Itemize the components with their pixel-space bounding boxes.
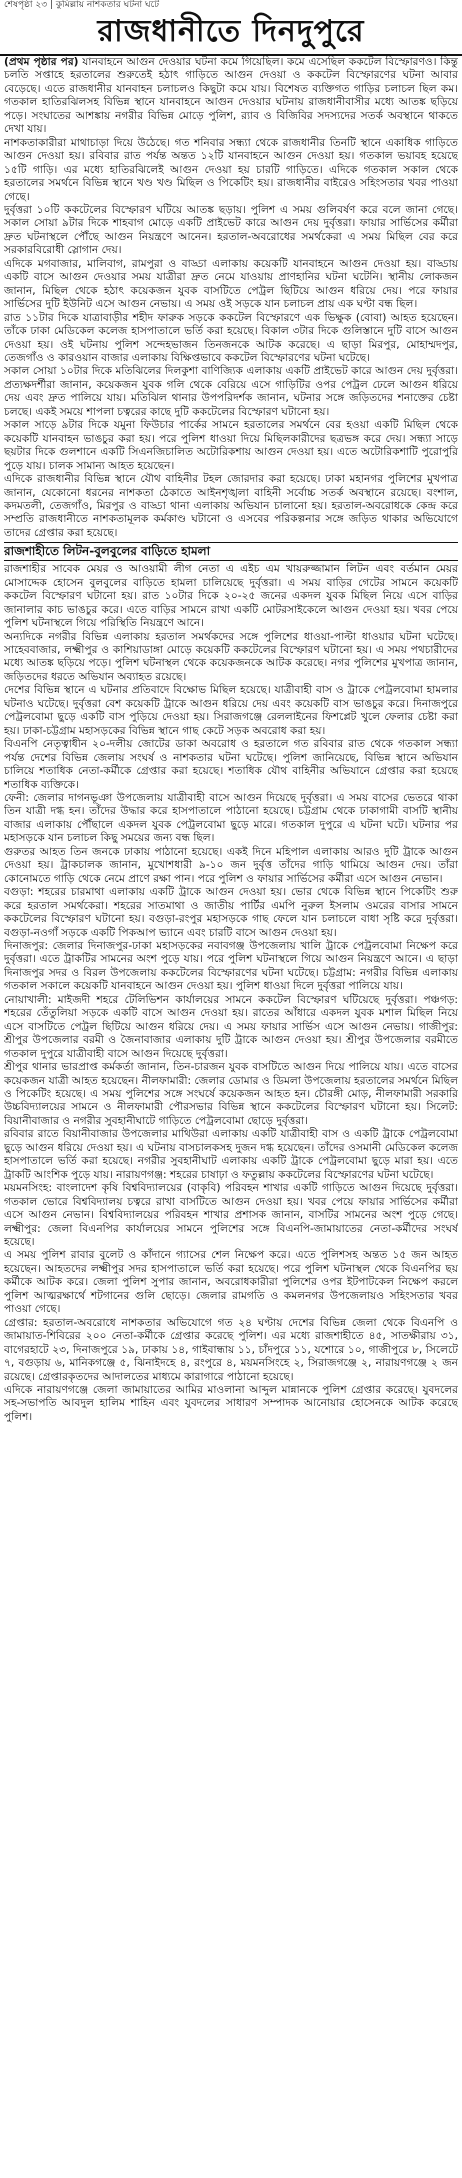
regional-paragraph: গুরুতর আহত তিন জনকে ঢাকায় পাঠানো হয়েছে। একই দিনে মহিপাল এলাকায় আরও দুটি ট্রাকে আগুন দেওয়া হয়। ট্রাকচালক জানান, মুখোশধারী ৯-১০ জন দুর্বৃত্ত তাঁদের গাড়ি থামিয়ে আগুন দেয়। তাঁরা কোনোমতে গাড়ি থেকে নেমে প্রাণে রক্ষা পান। পরে পুলিশ ও ফায়ার সার্ভিসের কর্মীরা এসে আগুন নেভান। [4, 845, 458, 885]
article-headline: রাজধানীতে দিনদুপুরে [0, 10, 462, 56]
article-paragraph: নাশকতাকারীরা মাথাচাড়া দিয়ে উঠেছে। গত শনিবার সন্ধ্যা থেকে রাজধানীর তিনটি স্থানে একাধিক গাড়িতে আগুন দেওয়া হয়। রবিবার রাত পর্যন্ত অন্তত ১২টি যানবাহনে আগুন দেওয়া হয়। গতকাল ভয়াবহ হয়েছে ১৫টি গাড়ি। এর মধ্যে হাতিরঝিলেই আগুন দেওয়া হয় চারটি গাড়িতে। এদিকে গতকাল সকাল থেকে হরতালের সমর্থনে বিভিন্ন স্থানে খণ্ড খণ্ড মিছিল ও পিকেটিং হয়। রাজধানীর বাইরেও সহিংসতার খবর পাওয়া গেছে। [4, 136, 458, 203]
rajshahi-paragraph: রাজশাহীর সাবেক মেয়র ও আওয়ামী লীগ নেতা এ এইচ এম খায়রুজ্জামান লিটন এবং বর্তমান মেয়র মোসাদ্দেক হোসেন বুলবুলের বাড়িতে হামলা চালিয়েছে দুর্বৃত্তরা। এ সময় বাড়ির গেটের সামনে কয়েকটি ককটেল বিস্ফোরণ ঘটানো হয়। রাত ১০টার দিকে ২০-২৫ জনের একদল যুবক মিছিল নিয়ে এসে বাড়ির জানালার কাচ ভাঙচুর করে। এতে বাড়ির সামনে রাখা একটি মোটরসাইকেলে আগুন দেওয়া হয়। খবর পেয়ে পুলিশ ঘটনাস্থলে গিয়ে পরিস্থিতি নিয়ন্ত্রণে আনে। [4, 563, 458, 630]
regional-paragraph: এ সময় পুলিশ রাবার বুলেট ও কাঁদানে গ্যাসের শেল নিক্ষেপ করে। এতে পুলিশসহ অন্তত ১৫ জন আহত হয়েছেন। আহতদের লক্ষ্মীপুর সদর হাসপাতালে ভর্তি করা হয়েছে। পরে পুলিশ ঘটনাস্থল থেকে বিএনপির ছয় কর্মীকে আটক করে। জেলা পুলিশ সুপার জানান, অবরোধকারীরা পুলিশের ওপর ইটপাটকেল নিক্ষেপ করলে পুলিশ আত্মরক্ষার্থে শটগানের গুলি ছোড়ে। জেলার রামগতি ও কমলনগর উপজেলায়ও সহিংসতার খবর পাওয়া গেছে। [4, 1249, 458, 1316]
article-paragraph: রাত ১১টার দিকে যাত্রাবাড়ীর শহীদ ফারুক সড়কে ককটেল বিস্ফোরণে এক ভিক্ষুক (বোবা) আহত হয়েছেন। তাঁকে ঢাকা মেডিকেল কলেজ হাসপাতালে ভর্তি করা হয়েছে। বিকাল ৩টার দিকে গুলিস্তানে দুটি বাসে আগুন দেওয়া হয়। ওই ঘটনায় পুলিশ সন্দেহভাজন তিনজনকে আটক করেছে। এ ছাড়া মিরপুর, মোহাম্মদপুর, তেজগাঁও ও কারওয়ান বাজার এলাকায় বিক্ষিপ্তভাবে ককটেল বিস্ফোরণের ঘটনা ঘটেছে। [4, 311, 458, 364]
continuation-tag: (প্রথম পৃষ্ঠার পর) [4, 56, 79, 68]
clipped-header-line: শেষপৃষ্ঠা ২৩ | কুমিল্লায় নাশকতার ঘটনা ঘটে [4, 0, 160, 10]
arrests-paragraph: গ্রেপ্তার: হরতাল-অবরোধে নাশকতার অভিযোগে গত ২৪ ঘণ্টায় দেশের বিভিন্ন জেলা থেকে বিএনপি ও জামায়াত-শিবিরের ২০০ নেতা-কর্মীকে গ্রেপ্তার করেছে পুলিশ। এর মধ্যে রাজশাহীতে ৪৫, সাতক্ষীরায় ৩১, বাগেরহাটে ২৩, দিনাজপুরে ১৯, ঢাকায় ১৪, গাইবান্ধায় ১১, চাঁদপুরে ১১, যশোরে ১০, গাজীপুরে ৮, সিলেটে ৭, বগুড়ায় ৬, মানিকগঞ্জে ৫, ঝিনাইদহে ৪, রংপুরে ৪, ময়মনসিংহে ২, সিরাজগঞ্জে ২, নারায়ণগঞ্জে ২ জন রয়েছে। গ্রেপ্তারকৃতদের আদালতের মাধ্যমে কারাগারে পাঠানো হয়েছে। [4, 1316, 458, 1383]
regional-paragraph: ময়মনসিংহ: বাংলাদেশ কৃষি বিশ্ববিদ্যালয়ের (বাকৃবি) পরিবহন শাখার একটি গাড়িতে আগুন দিয়েছে দুর্বৃত্তরা। গতকাল ভোরে বিশ্ববিদ্যালয় চত্বরে রাখা বাসটিতে আগুন দেওয়া হয়। খবর পেয়ে ফায়ার সার্ভিসের কর্মীরা এসে আগুন নেভান। বিশ্ববিদ্যালয়ের পরিবহন শাখার প্রশাসক জানান, বাসটির সামনের অংশ পুড়ে গেছে। লক্ষ্মীপুর: জেলা বিএনপির কার্যালয়ের সামনে পুলিশের সঙ্গে বিএনপি-জামায়াতের নেতা-কর্মীদের সংঘর্ষ হয়েছে। [4, 1182, 458, 1248]
article-paragraph: এদিকে মগবাজার, মালিবাগ, রামপুরা ও বাড্ডা এলাকায় কয়েকটি যানবাহনে আগুন দেওয়া হয়। বাড্ডায় একটি বাসে আগুন দেওয়ার সময় যাত্রীরা দ্রুত নেমে যাওয়ায় প্রাণহানির ঘটনা ঘটেনি। স্থানীয় লোকজন জানান, মিছিল থেকে হঠাৎ কয়েকজন যুবক বাসটিতে পেট্রল ছিটিয়ে আগুন ধরিয়ে দেয়। পরে ফায়ার সার্ভিসের দুটি ইউনিট এসে আগুন নেভায়। এ সময় ওই সড়কে যান চলাচল প্রায় এক ঘণ্টা বন্ধ ছিল। [4, 257, 458, 311]
regional-paragraph: দিনাজপুর: জেলার দিনাজপুর-ঢাকা মহাসড়কের নবাবগঞ্জ উপজেলায় খালি ট্রাকে পেট্রলবোমা নিক্ষেপ করে দুর্বৃত্তরা। এতে ট্রাকটির সামনের অংশ পুড়ে যায়। পরে পুলিশ ঘটনাস্থলে গিয়ে আগুন নিয়ন্ত্রণে আনে। এ ছাড়া দিনাজপুর সদর ও বিরল উপজেলায় ককটেলের বিস্ফোরণের ঘটনা ঘটেছে। চট্টগ্রাম: নগরীর বিভিন্ন এলাকায় গতকাল সকালে কয়েকটি যানবাহনে আগুন দেওয়া হয়। পুলিশ ধাওয়া দিলে দুর্বৃত্তরা পালিয়ে যায়। [4, 940, 458, 993]
regional-paragraph: নোয়াখালী: মাইজদী শহরে টেলিভিশন কার্যালয়ের সামনে ককটেল বিস্ফোরণ ঘটিয়েছে দুর্বৃত্তরা। পঞ্চগড়: শহরের তেঁতুলিয়া সড়কে একটি বাসে আগুন দেওয়া হয়। রাতের আঁধারে একদল যুবক মশাল মিছিল নিয়ে এসে বাসটিতে পেট্রল ছিটিয়ে আগুন ধরিয়ে দেয়। এ সময় ফায়ার সার্ভিস এসে আগুন নেভায়। গাজীপুর: শ্রীপুর উপজেলার বরমী ও জৈনাবাজার এলাকায় দুটি ট্রাকে আগুন দেওয়া হয়। শ্রীপুর উপজেলার বরমীতে গতকাল দুপুরে যাত্রীবাহী বাসে আগুন দিয়েছে দুর্বৃত্তরা। [4, 993, 458, 1060]
regional-paragraph: বগুড়া: শহরের চারমাথা এলাকায় একটি ট্রাকে আগুন দেওয়া হয়। ভোর থেকে বিভিন্ন স্থানে পিকেটিং শুরু করে হরতাল সমর্থকেরা। শহরের সাতমাথা ও জাতীয় পার্টির এমপি নুরুল ইসলাম ওমরের বাসার সামনে ককটেলের বিস্ফোরণ ঘটানো হয়। বগুড়া-রংপুর মহাসড়কে গাছ ফেলে যান চলাচলে বাধা সৃষ্টি করে দুর্বৃত্তরা। বগুড়া-নওগাঁ সড়কে একটি পিকআপ ভ্যানে এবং চারটি বাসে আগুন দেওয়া হয়। [4, 886, 458, 939]
article-paragraph: সকাল সাড়ে ৯টার দিকে যমুনা ফিউচার পার্কের সামনে হরতালের সমর্থনে বের হওয়া একটি মিছিল থেকে কয়েকটি যানবাহন ভাঙচুর করা হয়। পরে পুলিশ ধাওয়া দিয়ে মিছিলকারীদের ছত্রভঙ্গ করে দেয়। সন্ধ্যা সাড়ে ছয়টার দিকে গুলশানে একটি সিএনজিচালিত অটোরিকশায় আগুন দেওয়া হয়। এতে অটোরিকশাটি পুরোপুরি পুড়ে যায়। চালক সামান্য আহত হয়েছেন। [4, 419, 458, 472]
regional-paragraph: রবিবার রাতে বিয়ানীবাজার উপজেলার মাথিউরা এলাকায় একটি যাত্রীবাহী বাস ও একটি ট্রাকে পেট্রলবোমা ছুড়ে আগুন ধরিয়ে দেওয়া হয়। এ ঘটনায় বাসচালকসহ দুজন দগ্ধ হয়েছেন। তাঁদের ওসমানী মেডিকেল কলেজ হাসপাতালে ভর্তি করা হয়েছে। নগরীর সুবহানীঘাট এলাকায় একটি ট্রাকে পেট্রলবোমা ছুড়ে মারা হয়। এতে ট্রাকটি আংশিক পুড়ে যায়। নারায়ণগঞ্জ: শহরের চাষাঢ়া ও ফতুল্লায় ককটেলের বিস্ফোরণের ঘটনা ঘটেছে। [4, 1128, 458, 1181]
section-subhead-rajshahi: রাজশাহীতে লিটন-বুলবুলের বাড়িতে হামলা [4, 542, 458, 561]
article-paragraph: দুর্বৃত্তরা ১০টি ককটেলের বিস্ফোরণ ঘটিয়ে আতঙ্ক ছড়ায়। পুলিশ এ সময় গুলিবর্ষণ করে বলে জানা গেছে। সকাল সোয়া ৯টার দিকে শাহবাগ মোড়ে একটি প্রাইভেট কারে আগুন দেয় দুর্বৃত্তরা। ফায়ার সার্ভিসের কর্মীরা দ্রুত ঘটনাস্থলে পৌঁছে আগুন নিয়ন্ত্রণে আনেন। হরতাল-অবরোধের সমর্থকেরা এ সময় মিছিল বের করে সরকারবিরোধী স্লোগান দেয়। [4, 203, 458, 257]
lead-text: যানবাহনে আগুন দেওয়ার ঘটনা কমে গিয়েছিল। কমে এসেছিল ককটেল বিস্ফোরণও। কিন্তু চলতি সপ্তাহে হরতালের শুরুতেই হঠাৎ গাড়িতে আগুন দেওয়া ও ককটেল বিস্ফোরণের ঘটনা আবার বেড়েছে। এতে রাজধানীর যানবাহন চলাচলও কিছুটা কমে যায়। বিশেষত ব্যক্তিগত গাড়ির চলাচল ছিল কম। গতকাল হাতিরঝিলসহ বিভিন্ন স্থানে যানবাহনে আগুন দেওয়ার ঘটনায় রাজধানীবাসীর মধ্যে আতঙ্ক ছড়িয়ে পড়ে। সংঘাতের আশঙ্কায় নগরীর বিভিন্ন মোড়ে পুলিশ, র‍্যাব ও বিজিবির সদস্যদের সতর্ক অবস্থানে থাকতে দেখা যায়। [4, 56, 458, 136]
article-paragraph: এদিকে রাজধানীর বিভিন্ন স্থানে যৌথ বাহিনীর টহল জোরদার করা হয়েছে। ঢাকা মহানগর পুলিশের মুখপাত্র জানান, যেকোনো ধরনের নাশকতা ঠেকাতে আইনশৃঙ্খলা বাহিনী সর্বোচ্চ সতর্ক অবস্থানে রয়েছে। বংশাল, কদমতলী, তেজগাঁও, মিরপুর ও বাড্ডা থানা এলাকায় অভিযান চালানো হয়। হরতাল-অবরোধকে কেন্দ্র করে সম্প্রতি রাজধানীতে নাশকতামূলক কর্মকাণ্ড ঘটানো ও এসবের পরিকল্পনার সঙ্গে জড়িত থাকার অভিযোগে তাদের গ্রেপ্তার করা হয়েছে। [4, 473, 458, 539]
article-paragraph: সকাল সোয়া ১০টার দিকে মতিঝিলের দিলকুশা বাণিজ্যিক এলাকায় একটি প্রাইভেট কারে আগুন দেয় দুর্বৃত্তরা। প্রত্যক্ষদর্শীরা জানান, কয়েকজন যুবক গলি থেকে বেরিয়ে এসে গাড়িটির ওপর পেট্রল ঢেলে আগুন ধরিয়ে দেয় এবং দ্রুত পালিয়ে যায়। মতিঝিল থানার উপপরিদর্শক জানান, ঘটনার সঙ্গে জড়িতদের শনাক্তের চেষ্টা চলছে। একই সময়ে শাপলা চত্বরের কাছে দুটি ককটেলের বিস্ফোরণ ঘটানো হয়। [4, 365, 458, 418]
article-body [4, 56, 458, 2174]
rajshahi-paragraph: দেশের বিভিন্ন স্থানে এ ঘটনার প্রতিবাদে বিক্ষোভ মিছিল হয়েছে। যাত্রীবাহী বাস ও ট্রাকে পেট্রলবোমা হামলার ঘটনাও ঘটেছে। দুর্বৃত্তরা বেশ কয়েকটি ট্রাকে আগুন ধরিয়ে দেয় এবং কয়েকটি বাস ভাঙচুর করে। দিনাজপুরে পেট্রলবোমা ছুড়ে একটি বাস পুড়িয়ে দেওয়া হয়। সিরাজগঞ্জে রেললাইনের ফিশপ্লেট খুলে ফেলার চেষ্টা করা হয়। ঢাকা-চট্টগ্রাম মহাসড়কের বিভিন্ন স্থানে গাছ কেটে সড়ক অবরোধ করা হয়। [4, 684, 458, 737]
closing-paragraph: এদিকে নারায়ণগঞ্জে জেলা জামায়াতের আমির মাওলানা আব্দুল মান্নানকে পুলিশ গ্রেপ্তার করেছে। যুবদলের সহ-সভাপতি আবদুল হালিম শাহিন এবং যুবদলের সাধারণ সম্পাদক আনোয়ার হোসেনকে আটক করেছে পুলিশ। [4, 1383, 458, 1423]
regional-paragraph: ফেনী: জেলার দাগনভূঞা উপজেলায় যাত্রীবাহী বাসে আগুন দিয়েছে দুর্বৃত্তরা। এ সময় বাসের ভেতরে থাকা তিন যাত্রী দগ্ধ হন। তাঁদের উদ্ধার করে হাসপাতালে পাঠানো হয়েছে। চট্টগ্রাম থেকে ঢাকাগামী বাসটি স্থানীয় বাজার এলাকায় পৌঁছালে একদল যুবক পেট্রলবোমা ছুড়ে মারে। গতকাল দুপুরে এ ঘটনা ঘটে। ঘটনার পর মহাসড়কে যান চলাচল কিছু সময়ের জন্য বন্ধ ছিল। [4, 792, 458, 845]
rajshahi-paragraph: অন্যদিকে নগরীর বিভিন্ন এলাকায় হরতাল সমর্থকদের সঙ্গে পুলিশের ধাওয়া-পাল্টা ধাওয়ার ঘটনা ঘটেছে। সাহেববাজার, লক্ষ্মীপুর ও কাশিয়াডাঙ্গা মোড়ে কয়েকটি ককটেলের বিস্ফোরণ ঘটানো হয়। এ সময় পথচারীদের মধ্যে আতঙ্ক ছড়িয়ে পড়ে। পুলিশ ঘটনাস্থল থেকে কয়েকজনকে আটক করেছে। নগর পুলিশের মুখপাত্র জানান, জড়িতদের ধরতে অভিযান অব্যাহত রয়েছে। [4, 630, 458, 683]
regional-paragraph: শ্রীপুর থানার ভারপ্রাপ্ত কর্মকর্তা জানান, তিন-চারজন যুবক বাসটিতে আগুন দিয়ে পালিয়ে যায়। এতে বাসের কয়েকজন যাত্রী আহত হয়েছেন। নীলফামারী: জেলার ডোমার ও ডিমলা উপজেলায় হরতালের সমর্থনে মিছিল ও পিকেটিং হয়েছে। এ সময় পুলিশের সঙ্গে সংঘর্ষে কয়েকজন আহত হন। চৌরঙ্গী মোড়, নীলফামারী সরকারি উচ্চবিদ্যালয়ের সামনে ও নীলফামারী পৌরসভার বিভিন্ন স্থানে ককটেলের বিস্ফোরণ ঘটানো হয়। সিলেট: বিয়ানীবাজার ও নগরীর সুবহানীঘাটে গাড়িতে পেট্রলবোমা ছোড়ে দুর্বৃত্তরা। [4, 1061, 458, 1127]
rajshahi-paragraph: বিএনপি নেতৃত্বাধীন ২০-দলীয় জোটের ডাকা অবরোধ ও হরতালে গত রবিবার রাত থেকে গতকাল সন্ধ্যা পর্যন্ত দেশের বিভিন্ন জেলায় সংঘর্ষ ও নাশকতার ঘটনা ঘটেছে। পুলিশ জানিয়েছে, বিভিন্ন স্থানে অভিযান চালিয়ে শতাধিক নেতা-কর্মীকে গ্রেপ্তার করা হয়েছে। শতাধিক যৌথ বাহিনীর অভিযানে গ্রেপ্তার করা হয়েছে শতাধিক ব্যক্তিকে। [4, 738, 458, 791]
article-lead-paragraph [4, 56, 458, 137]
